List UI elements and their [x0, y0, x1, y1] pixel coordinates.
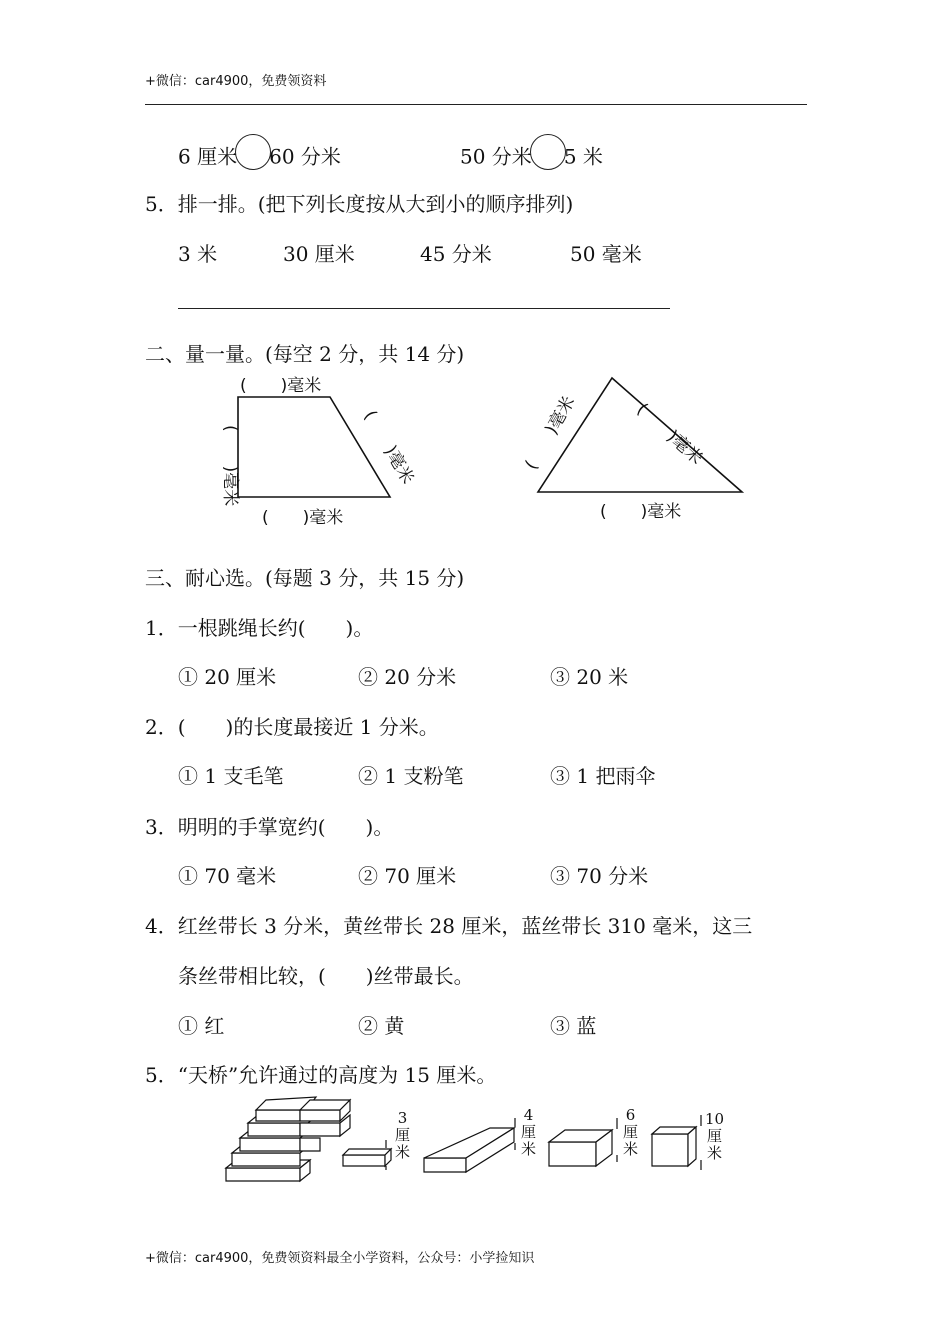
header-text: +微信：car4900，免费领资料: [145, 74, 327, 89]
q1-option-2[interactable]: ② 20 分米: [358, 665, 457, 689]
tri-left-blank[interactable]: ( ): [521, 422, 563, 474]
block-1: [343, 1140, 391, 1170]
block-1-label: [395, 1110, 410, 1161]
tri-bottom-blank[interactable]: ( ): [600, 502, 648, 522]
q4-option-1[interactable]: ① 红: [178, 1014, 225, 1038]
block-4-label: [705, 1111, 724, 1162]
compare-right-a: 50 分米: [460, 144, 532, 169]
q3-option-3[interactable]: ③ 70 分米: [550, 864, 649, 888]
block-3-number: 6: [625, 1106, 636, 1124]
q4-text-line2: 条丝带相比较，( )丝带最长。: [178, 964, 474, 988]
q1-text: 1．一根跳绳长约( )。: [145, 616, 374, 640]
trap-left-blank[interactable]: ( ): [220, 425, 240, 473]
trap-top-blank[interactable]: ( ): [240, 376, 288, 396]
block-4-unit-2: 米: [707, 1144, 723, 1162]
trap-top-unit: 毫米: [287, 376, 322, 396]
block-4-number: 10: [705, 1110, 725, 1128]
sort-prompt: 5．排一排。(把下列长度按从大到小的顺序排列): [145, 192, 574, 216]
block-3-label: [623, 1107, 638, 1158]
q3-option-2[interactable]: ② 70 厘米: [358, 864, 457, 888]
section3-title: 三、耐心选。(每题 3 分，共 15 分): [145, 566, 465, 590]
tri-left-unit: 毫米: [544, 392, 580, 433]
block-2-unit-2: 米: [521, 1140, 537, 1158]
sort-item: 3 米: [178, 242, 218, 266]
block-3-unit-1: 厘: [623, 1123, 639, 1141]
block-1-number: 3: [397, 1109, 408, 1127]
tri-right-blank[interactable]: ( ): [632, 399, 682, 447]
block-2-label: [521, 1107, 536, 1158]
block-2-number: 4: [523, 1106, 534, 1124]
tri-right-unit: 毫米: [667, 431, 707, 469]
block-1-unit-1: 厘: [395, 1126, 411, 1144]
q3-option-1[interactable]: ① 70 毫米: [178, 864, 277, 888]
q4-option-2[interactable]: ② 黄: [358, 1014, 405, 1038]
block-4: [652, 1115, 701, 1170]
sort-item: 50 毫米: [570, 242, 642, 266]
bridge-stairs: [226, 1097, 350, 1181]
trap-right-unit: 毫米: [383, 448, 418, 488]
block-4-unit-1: 厘: [707, 1127, 723, 1145]
q2-option-2[interactable]: ② 1 支粉笔: [358, 764, 464, 788]
section2-title: 二、量一量。(每空 2 分，共 14 分): [145, 342, 465, 366]
sort-item: 45 分米: [420, 242, 492, 266]
q2-text: 2．( )的长度最接近 1 分米。: [145, 715, 439, 739]
compare-left-b: 60 分米: [269, 144, 341, 169]
q5-text: 5．“天桥”允许通过的高度为 15 厘米。: [145, 1063, 497, 1087]
block-2-unit-1: 厘: [521, 1123, 537, 1141]
q4-text-line1: 4．红丝带长 3 分米，黄丝带长 28 厘米，蓝丝带长 310 毫米，这三: [145, 914, 753, 938]
trap-left-unit: 毫米: [220, 472, 240, 507]
footer-text: +微信：car4900，免费领资料最全小学资料，公众号：小学捡知识: [145, 1251, 535, 1266]
tri-bottom-unit: 毫米: [647, 502, 682, 522]
block-3-unit-2: 米: [623, 1140, 639, 1158]
trap-right-blank[interactable]: ( ): [359, 407, 401, 459]
block-3: [549, 1118, 617, 1166]
sort-item: 30 厘米: [283, 242, 355, 266]
compare-right-b: 5 米: [563, 144, 603, 169]
block-1-unit-2: 米: [395, 1143, 411, 1161]
q3-text: 3．明明的手掌宽约( )。: [145, 815, 394, 839]
compare-left-a: 6 厘米: [178, 144, 238, 169]
q4-option-3[interactable]: ③ 蓝: [550, 1014, 597, 1038]
q1-option-3[interactable]: ③ 20 米: [550, 665, 629, 689]
trap-bottom-blank[interactable]: ( ): [262, 508, 310, 528]
q1-option-1[interactable]: ① 20 厘米: [178, 665, 277, 689]
block-2: [424, 1118, 515, 1172]
q2-option-3[interactable]: ③ 1 把雨伞: [550, 764, 656, 788]
trap-bottom-unit: 毫米: [309, 508, 344, 528]
q2-option-1[interactable]: ① 1 支毛笔: [178, 764, 284, 788]
